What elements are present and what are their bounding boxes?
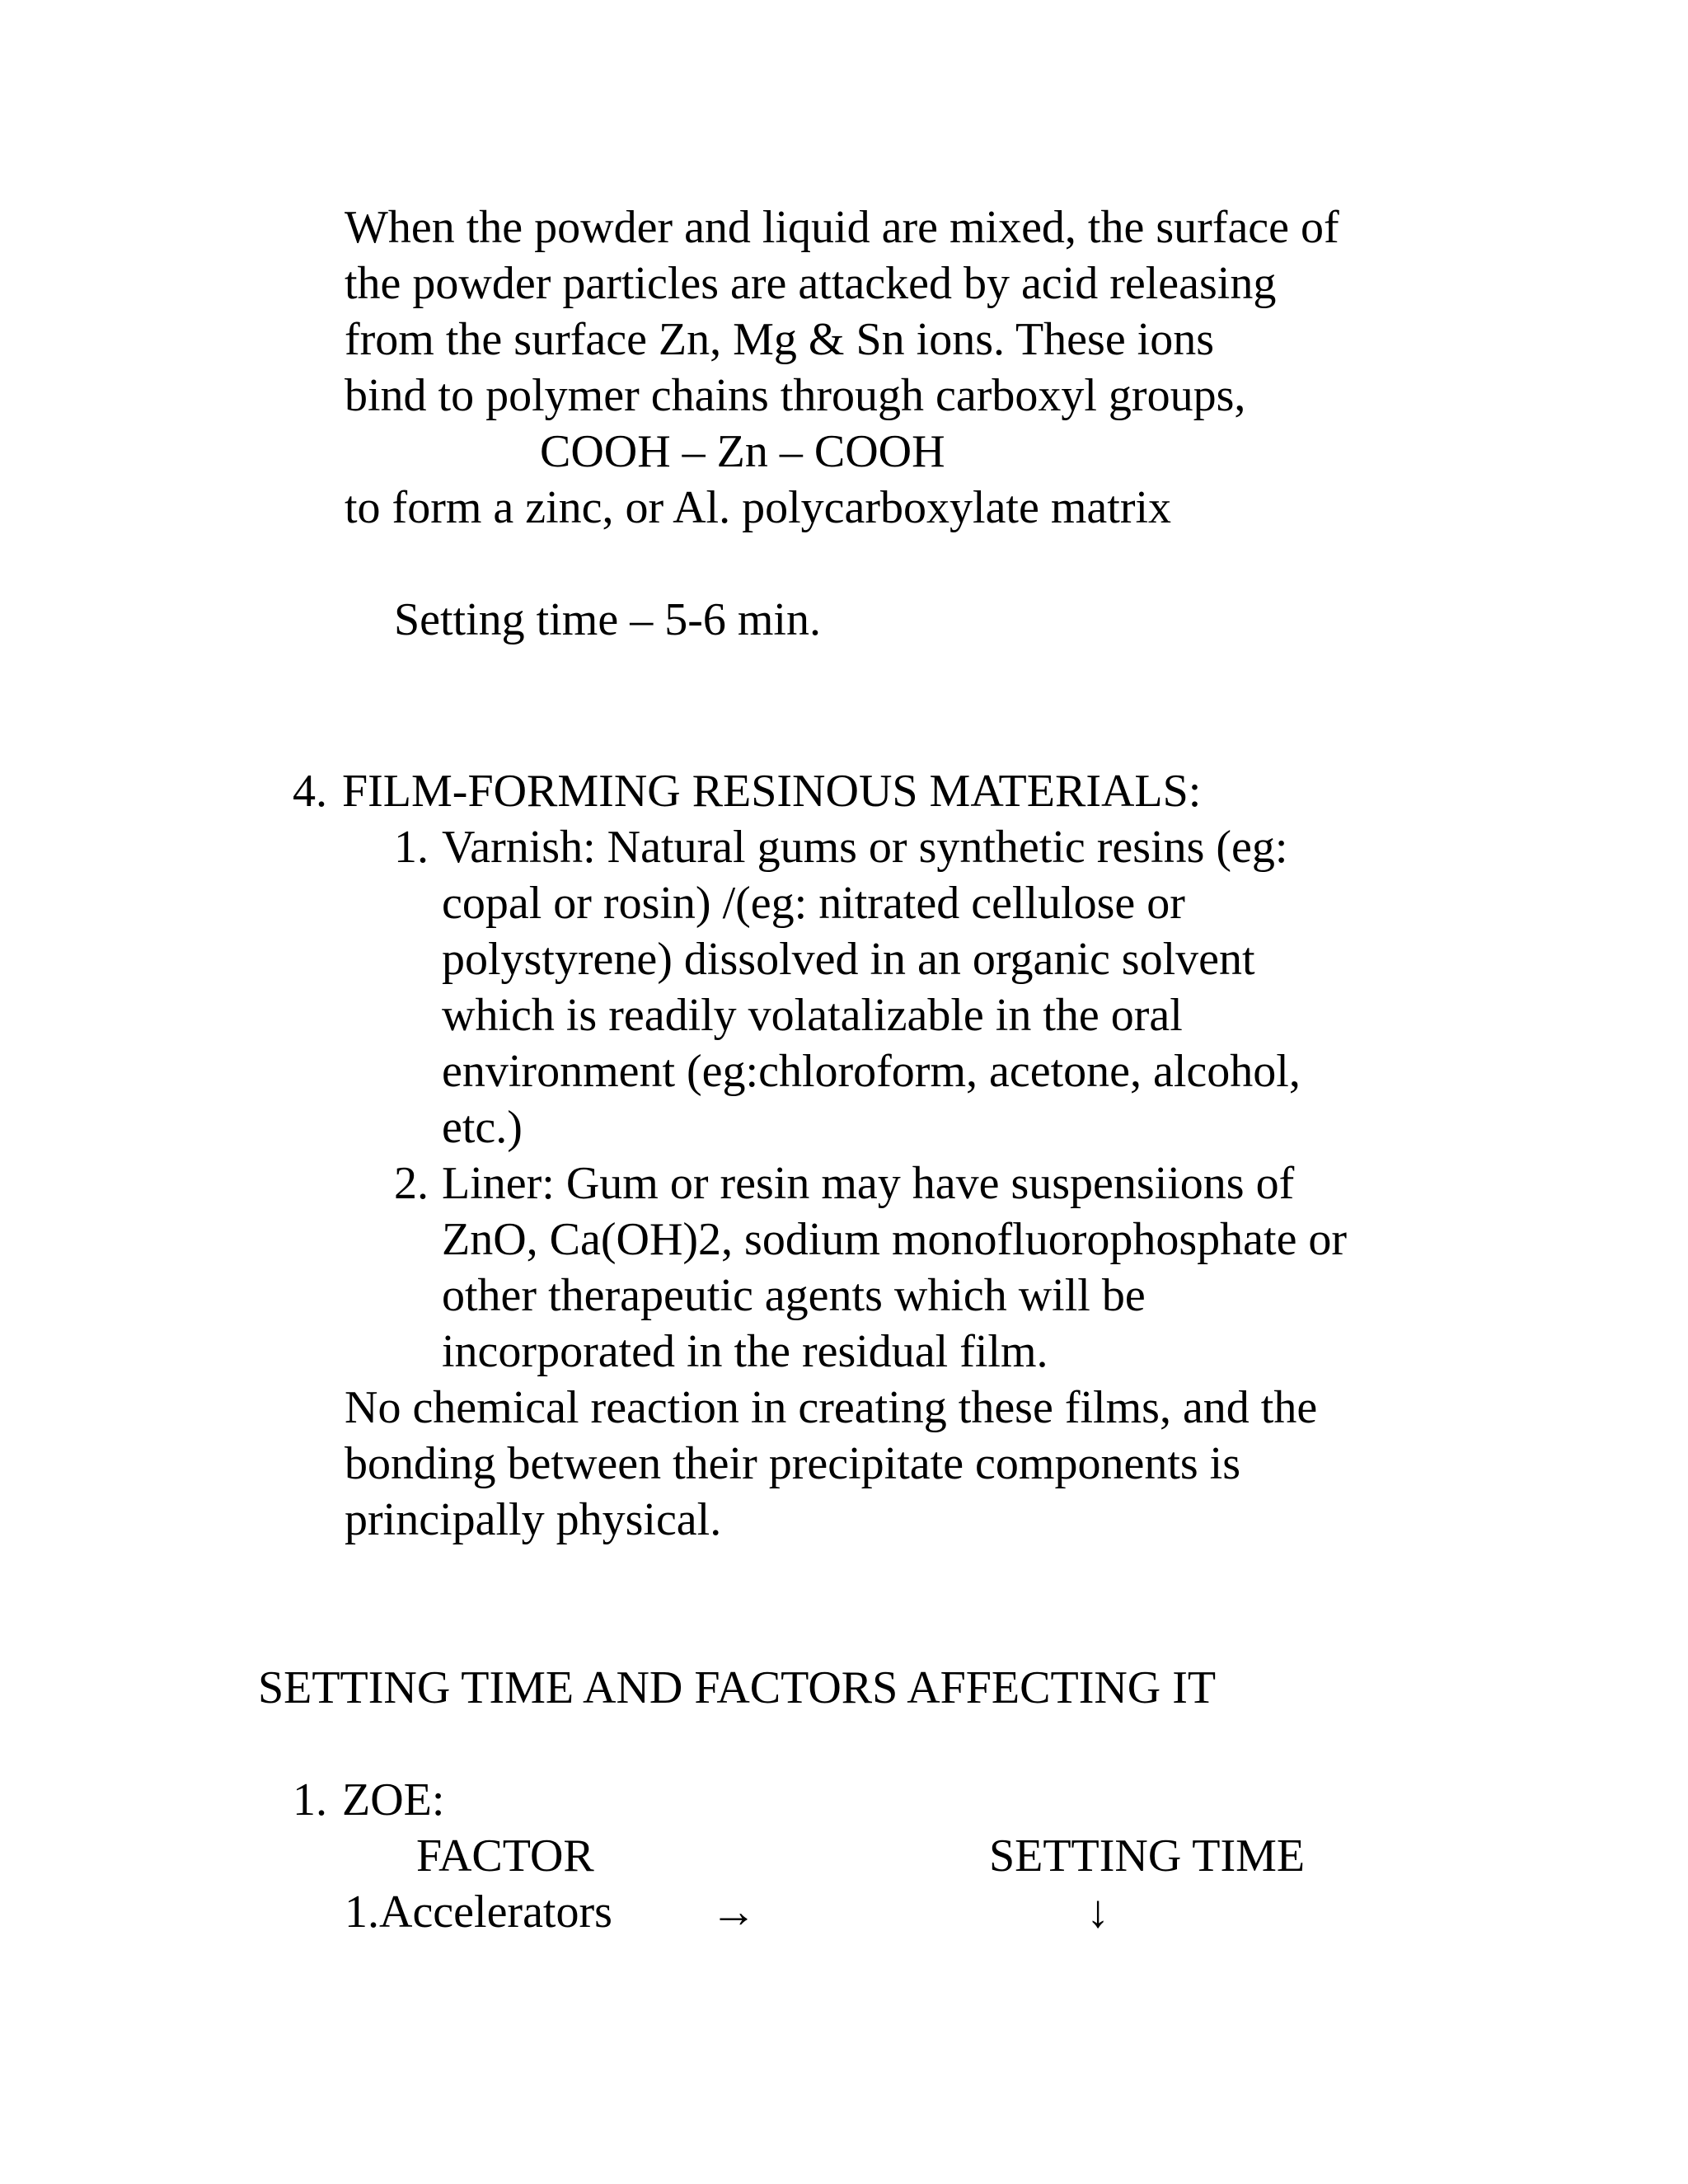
setting-time-column-header: SETTING TIME — [989, 1830, 1306, 1882]
closing-line-2: bonding between their precipitate components is — [345, 1438, 1241, 1489]
list-item-line: which is readily volatalizable in the oral — [442, 990, 1183, 1041]
intro-line-1: When the powder and liquid are mixed, the surface of — [345, 202, 1339, 253]
list-item-line: copal or rosin) /(eg: nitrated cellulose or — [442, 878, 1185, 929]
closing-line-1: No chemical reaction in creating these films, and the — [345, 1382, 1318, 1433]
intro-line-5: to form a zinc, or Al. polycarboxylate matrix — [345, 482, 1172, 533]
zoe-number: 1. — [293, 1774, 327, 1825]
down-arrow-icon: ↓ — [1086, 1886, 1109, 1938]
section-heading: FILM-FORMING RESINOUS MATERIALS: — [342, 766, 1202, 817]
setting-time-note: Setting time – 5-6 min. — [394, 594, 821, 645]
factor-accelerators: 1.Accelerators — [345, 1886, 612, 1938]
list-item-number: 1. — [394, 822, 429, 873]
list-item-line: environment (eg:chloroform, acetone, alcohol, — [442, 1046, 1301, 1097]
intro-line-2: the powder particles are attacked by acid releasing — [345, 258, 1277, 309]
chemical-formula: COOH – Zn – COOH — [540, 426, 945, 477]
right-arrow-icon: → — [710, 1886, 757, 1938]
list-item-line: Varnish: Natural gums or synthetic resins (eg: — [442, 822, 1288, 873]
section-number: 4. — [293, 766, 327, 817]
closing-line-3: principally physical. — [345, 1494, 722, 1545]
factor-column-header: FACTOR — [416, 1830, 594, 1882]
list-item-line: incorporated in the residual film. — [442, 1326, 1048, 1377]
list-item-number: 2. — [394, 1158, 429, 1209]
list-item-line: Liner: Gum or resin may have suspensiions of — [442, 1158, 1295, 1209]
setting-time-heading: SETTING TIME AND FACTORS AFFECTING IT — [258, 1662, 1217, 1713]
list-item-line: ZnO, Ca(OH)2, sodium monofluorophosphate or — [442, 1214, 1348, 1265]
list-item-line: other therapeutic agents which will be — [442, 1270, 1146, 1321]
intro-line-3: from the surface Zn, Mg & Sn ions. These ions — [345, 314, 1215, 365]
intro-line-4: bind to polymer chains through carboxyl groups, — [345, 370, 1246, 421]
list-item-line: etc.) — [442, 1102, 523, 1153]
list-item-line: polystyrene) dissolved in an organic solvent — [442, 934, 1255, 985]
zoe-heading: ZOE: — [342, 1774, 445, 1825]
